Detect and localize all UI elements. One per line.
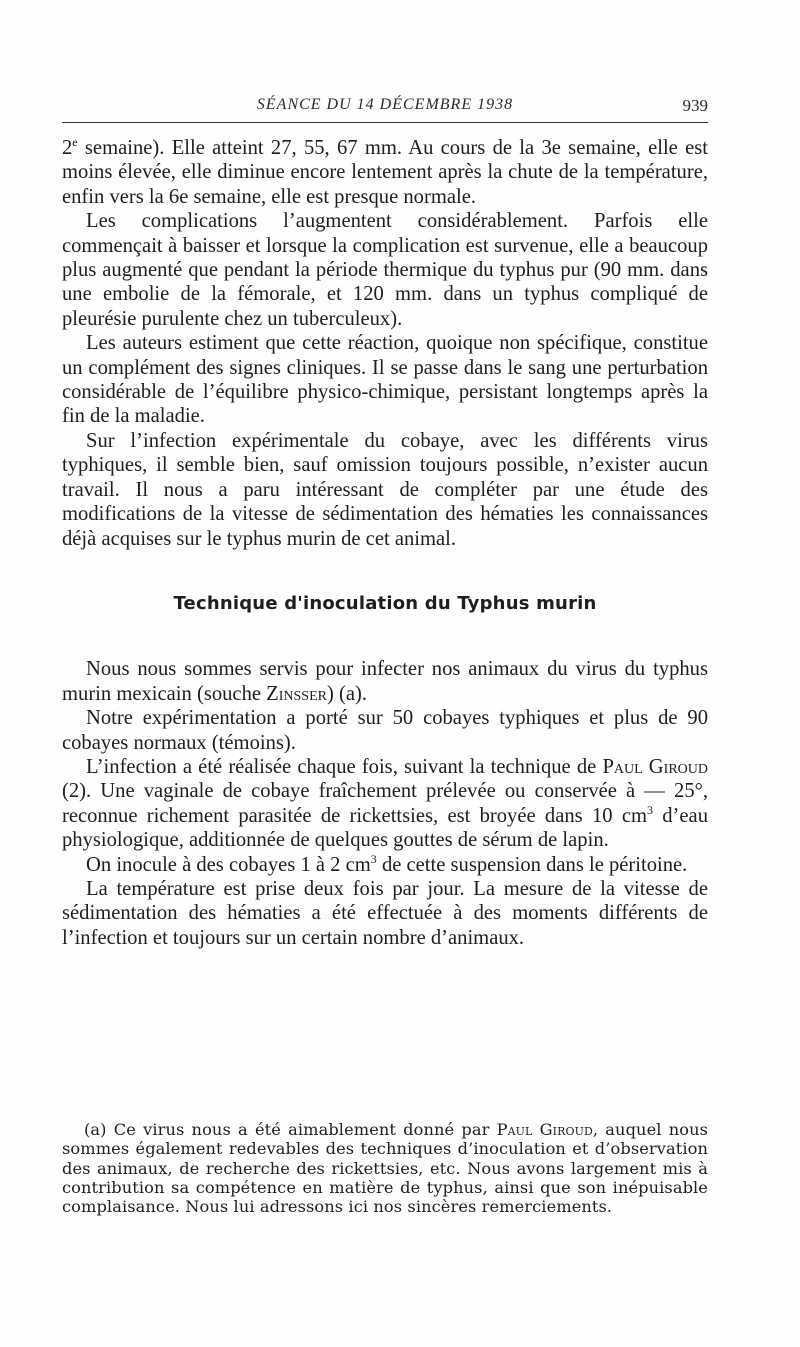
main-text <box>62 136 708 950</box>
paragraph-text: 2 <box>62 137 73 159</box>
paragraph-text: (2). Une vaginale de cobaye fraîchement prélevée ou conservée à — 25°, reconnue richement parasitée de rickettsies, est broyée dans 10 cm <box>62 780 708 827</box>
paragraph: Les complications l’augmentent considérablement. Parfois elle commençait à baisser et lorsque la complication est survenue, elle a beaucoup plus augmenté que pendant la période thermique du typhus pur (90 mm. dans une embolie de la fémorale, et 120 mm. dans un typhus compliqué de pleurésie purulente chez un tuberculeux). <box>62 210 708 330</box>
paragraph: Les auteurs estiment que cette réaction, quoique non spécifique, constitue un complément des signes cliniques. Il se passe dans le sang une perturbation considérable de l’équilibre physico-chimique, persistant longtemps après la fin de la maladie. <box>62 332 708 428</box>
page-header <box>62 88 708 122</box>
paragraph-text: de cette suspension dans le péritoine. <box>376 853 688 876</box>
paragraph-text: Nous nous sommes servis pour infecter nos animaux du virus du typhus murin mexicain (souche <box>62 658 708 705</box>
footnote <box>62 1120 708 1216</box>
superscript: 3 <box>370 851 377 866</box>
author-name: Paul Giroud <box>602 755 709 778</box>
paragraph: Sur l’infection expérimentale du cobaye, avec les différents virus typhiques, il semble bien, sauf omission toujours possible, n’exister aucun travail. Il nous a paru intéressant de compléter par une étude des modifications de la vitesse de sédimentation des hématies les connaissances déjà acquises sur le typhus murin de cet animal. <box>62 429 708 550</box>
page-number: 939 <box>682 96 708 115</box>
paragraph-text: ) (a). <box>327 682 368 705</box>
superscript: e <box>72 135 78 150</box>
running-title: SÉANCE DU 14 DÉCEMBRE 1938 <box>256 96 514 113</box>
paragraph-text: On inocule à des cobayes 1 à 2 cm <box>86 853 371 876</box>
author-name: Zinsser <box>266 682 327 705</box>
footnote-part: , auquel nous sommes également redevables des techniques d’inoculation et d’observation des animaux, de recherche des rickettsies, etc. Nous avons largement mis à contribution sa compétence en matière de typhus, ainsi que son inépuisable complaisance. Nous lui adressons ici nos sincères remerciements. <box>62 1120 709 1217</box>
paragraph-text: semaine). Elle atteint 27, 55, 67 mm. Au cours de la 3e semaine, elle est moins élevée, elle diminue encore lentement après la chute de la température, enfin vers la 6e semaine, elle est presque normale. <box>62 137 708 208</box>
paragraph-text: L’infection a été réalisée chaque fois, suivant la technique de <box>86 755 603 778</box>
paragraph: La température est prise deux fois par jour. La mesure de la vitesse de sédimentation des hématies a été effectuée à des moments différents de l’infection et toujours sur un certain nombre d’animaux. <box>62 877 708 949</box>
superscript: 3 <box>646 802 653 817</box>
paragraph <box>62 853 708 877</box>
footnote-text <box>62 1120 708 1216</box>
section-heading: Technique d'inoculation du Typhus murin <box>173 592 597 614</box>
footnote-part: (a) Ce virus nous a été aimablement donné par <box>84 1120 497 1139</box>
paragraph <box>62 657 708 706</box>
paragraph: Notre expérimentation a porté sur 50 cobayes typhiques et plus de 90 cobayes normaux (témoins). <box>62 707 708 754</box>
author-name: Paul Giroud <box>496 1120 593 1139</box>
paragraph <box>62 755 708 853</box>
header-rule <box>62 122 708 123</box>
paragraph-text: d’eau physiologique, additionnée de quelques gouttes de sérum de lapin. <box>62 804 708 852</box>
paragraph <box>62 136 708 209</box>
